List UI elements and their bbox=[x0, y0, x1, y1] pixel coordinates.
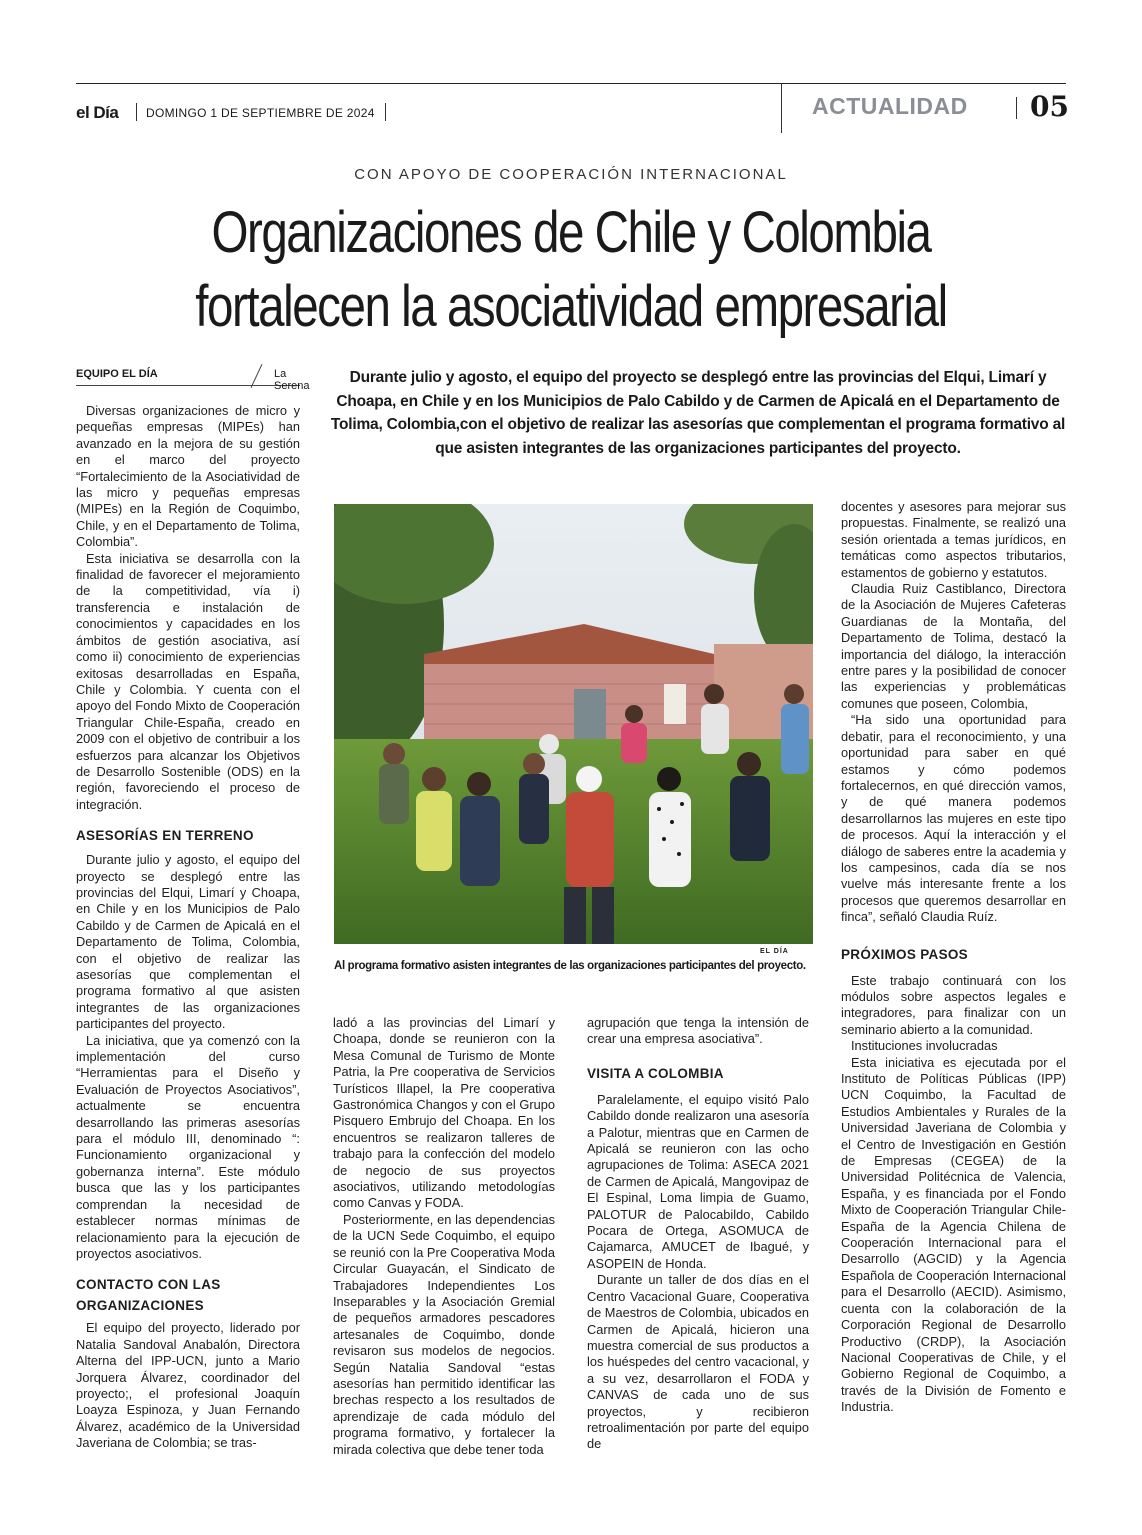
byline-slash bbox=[251, 364, 263, 388]
paragraph: Durante un taller de dos días en el Centro Vacacional Guare, Cooperativa de Maestros de Colombia, ubicados en Carmen de Apicalá, hicieron una muestra comercial de sus productos a los huéspedes del centro vacacional, y a su vez, desarrollaron el FODA y CANVAS de cada uno de sus proyectos, y recibieron retroalimentación por parte del equipo de bbox=[587, 1272, 809, 1452]
headline-line-1: Organizaciones de Chile y Colombia bbox=[211, 200, 931, 265]
paragraph: Este trabajo continuará con los módulos sobre aspectos legales e integradores, para finalizar con un seminario abierto a la comunidad. bbox=[841, 972, 1066, 1037]
subheading: VISITA A COLOMBIA bbox=[587, 1065, 724, 1081]
kicker: CON APOYO DE COOPERACIÓN INTERNACIONAL bbox=[354, 166, 788, 183]
subheading: CONTACTO CON LAS ORGANIZACIONES bbox=[76, 1277, 221, 1314]
header-divider bbox=[136, 103, 137, 121]
paragraph: “Ha sido una oportunidad para debatir, para el reconocimiento, y una oportunidad para saber en qué estamos y cómo podemos fortalecernos, en qué dirección vamos, y de qué manera podemos desarrollarnos las mujeres en este tipo de procesos. Aquí la interacción y el diálogo de saberes entre la academia y los campesinos, cada día se nos vuelve más interesante frente a los procesos que queremos desarrollar en finca”, señaló Claudia Ruíz. bbox=[841, 712, 1066, 925]
paragraph: Posteriormente, en las dependencias de la UCN Sede Coquimbo, el equipo se reunió con la Pre Cooperativa Moda Circular Guayacán, el Sindicato de Trabajadores Independientes Los Inseparables y la Asociación Gremial de pequeños armadores pescadores artesanales de Coquimbo, donde revisaron sus modelos de negocios. Según Natalia Sandoval “estas asesorías han permitido identificar las brechas respecto a los resultados de aprendizaje de cada módulo del programa formativo, y fortalecer la mirada colectiva que debe tener toda bbox=[333, 1211, 555, 1457]
group-photo-illustration bbox=[334, 504, 813, 944]
headline bbox=[152, 196, 990, 344]
paragraph: Esta iniciativa es ejecutada por el Instituto de Políticas Públicas (IPP) UCN Coquimbo, la Facultad de Estudios Ambientales y Rurales de la Universidad Javeriana de Colombia y el Centro de Investigación en Gestión de Empresas (CEGEA) de la Universidad Politécnica de Valencia, España, y es financiada por el Fondo Mixto de Cooperación Triangular Chile-España de la Agencia Chilena de Cooperación Internacional para el Desarrollo (AGCID) y la Agencia Española de Cooperación Internacional para el Desarrollo (AECID). Asimismo, cuenta con la colaboración de la Corporación Regional de Desarrollo Productivo (CRDP), la Asociación Nacional Cooperativas de Chile, y el Gobierno Regional de Coquimbo, a través de la División de Fomento e Industria. bbox=[841, 1054, 1066, 1415]
header-divider bbox=[385, 103, 386, 121]
text-column-1 bbox=[76, 403, 300, 1452]
paragraph: ladó a las provincias del Limarí y Choapa, donde se reunieron con la Mesa Comunal de Turismo de Monte Patria, la Pre cooperativa de Servicios Turísticos Illapel, la Pre cooperativa Gastronómica Changos y con el Grupo Pisquero Embrujo del Choapa. En los encuentros se realizaron talleres de trabajo para la confección del modelo de negocio de sus proyectos asociativos, utilizando metodologías como Canvas y FODA. bbox=[333, 1015, 555, 1211]
photo-caption: Al programa formativo asisten integrantes de las organizaciones participantes del proyecto. bbox=[334, 960, 806, 972]
paragraph: Paralelamente, el equipo visitó Palo Cabildo donde realizaron una asesoría a Palotur, mientras que en Carmen de Apicalá se reunieron con las ocho agrupaciones de Tolima: ASECA 2021 de Carmen de Apicalá, Mangovipaz de El Espinal, Loma limpia de Guamo, PALOTUR de Palocabildo, Cabildo Pocara de Ortega, ASOMUCA de Cajamarca, AMUCET de Ibagué, y ASOPEIN de Honda. bbox=[587, 1091, 809, 1271]
header-divider bbox=[1016, 97, 1017, 119]
paragraph: agrupación que tenga la intensión de crear una empresa asociativa”. bbox=[587, 1015, 809, 1047]
text-column-2 bbox=[333, 1015, 555, 1458]
paragraph: Claudia Ruiz Castiblanco, Directora de la Asociación de Mujeres Cafeteras Guardianas de la Montaña, del Departamento de Tolima, destacó la importancia del diálogo, la interacción entre pares y la posibilidad de conocer las experiencias y problemáticas comunes que poseen, Colombia, bbox=[841, 581, 1066, 711]
paragraph: Instituciones involucradas bbox=[851, 1038, 998, 1054]
paragraph: El equipo del proyecto, liderado por Natalia Sandoval Anabalón, Directora Alterna del IPP-UCN, junto a Mario Jorquera Álvarez, coordinador del proyecto;, el profesional Joaquín Loayza Espinoza, y Juan Fernando Álvarez, académico de la Universidad Javeriana de Colombia; se tras- bbox=[76, 1320, 300, 1451]
paragraph: La iniciativa, que ya comenzó con la implementación del curso “Herramientas para el Diseño y Evaluación de Proyectos Asociativos”, actualmente se encuentra desarrollando las primeras asesorías para el módulo III, denominado “: Funcionamiento organizacional y gobernanza interna”. Este módulo busca que las y los participantes comprendan la necesidad de establecer normas mínimas de relacionamiento para la ejecución de proyectos asociativos. bbox=[76, 1032, 300, 1261]
section-name: ACTUALIDAD bbox=[812, 93, 968, 119]
lead-paragraph: Durante julio y agosto, el equipo del proyecto se desplegó entre las provincias del Elqui, Limarí y Choapa, en Chile y en los Municipios de Palo Cabildo y de Carmen de Apicalá en el Departamento de Tolima, Colombia,con el objetivo de realizar las asesorías que complementan el programa formativo al que asisten integrantes de las organizaciones participantes del proyecto. bbox=[330, 369, 1066, 457]
photo-credit: EL DÍA bbox=[760, 948, 789, 955]
byline bbox=[76, 363, 310, 392]
subheading: PRÓXIMOS PASOS bbox=[841, 946, 968, 962]
paragraph: Diversas organizaciones de micro y pequeñas empresas (MIPEs) han avanzado en la mejora de su gestión en el marco del proyecto “Fortalecimiento de la Asociatividad de las micro y pequeñas empresas (MIPEs) en la Región de Coquimbo, Chile, y en el Departamento de Tolima, Colombia”. bbox=[76, 403, 300, 550]
header-rule bbox=[76, 83, 1066, 84]
page-number: 05 bbox=[1030, 90, 1069, 123]
paragraph: Durante julio y agosto, el equipo del proyecto se desplegó entre las provincias del Elqui, Limarí y Choapa, en Chile y en los Municipios de Palo Cabildo y de Carmen de Apicalá en el Departamento de Tolima, Colombia, con el objetivo de realizar las asesorías que complementan el programa formativo al que asisten integrantes de las organizaciones participantes del proyecto. bbox=[76, 852, 300, 1032]
text-column-4 bbox=[841, 499, 1066, 1416]
text-column-3 bbox=[587, 1015, 809, 1453]
newspaper-logo: el Día bbox=[76, 103, 119, 122]
headline-line-2: fortalecen la asociatividad empresarial bbox=[195, 274, 947, 339]
article-photo bbox=[334, 504, 813, 944]
subheading: ASESORÍAS EN TERRENO bbox=[76, 828, 254, 844]
byline-place: La Serena bbox=[274, 368, 310, 392]
paragraph: docentes y asesores para mejorar sus propuestas. Finalmente, se realizó una sesión orientada a temas jurídicos, en temáticas como aspectos tributarios, estamentos de gobierno y estatutos. bbox=[841, 499, 1066, 580]
header-divider bbox=[781, 83, 782, 133]
paragraph: Esta iniciativa se desarrolla con la finalidad de favorecer el mejoramiento de la competitividad, vía i) transferencia e instalación de conocimientos y capacidades en los ámbitos de gestión asociativa, así como ii) conocimiento de experiencias exitosas desarrolladas en España, Chile y Colombia. Y cuenta con el apoyo del Fondo Mixto de Cooperación Triangular Chile-España, creado en 2009 con el objetivo de contribuir a los esfuerzos para alcanzar los Objetivos de Desarrollo Sostenible (ODS) en la región, favoreciendo el proceso de integración. bbox=[76, 550, 300, 812]
issue-date: DOMINGO 1 DE SEPTIEMBRE DE 2024 bbox=[146, 106, 375, 120]
byline-author: EQUIPO EL DÍA bbox=[76, 368, 158, 380]
